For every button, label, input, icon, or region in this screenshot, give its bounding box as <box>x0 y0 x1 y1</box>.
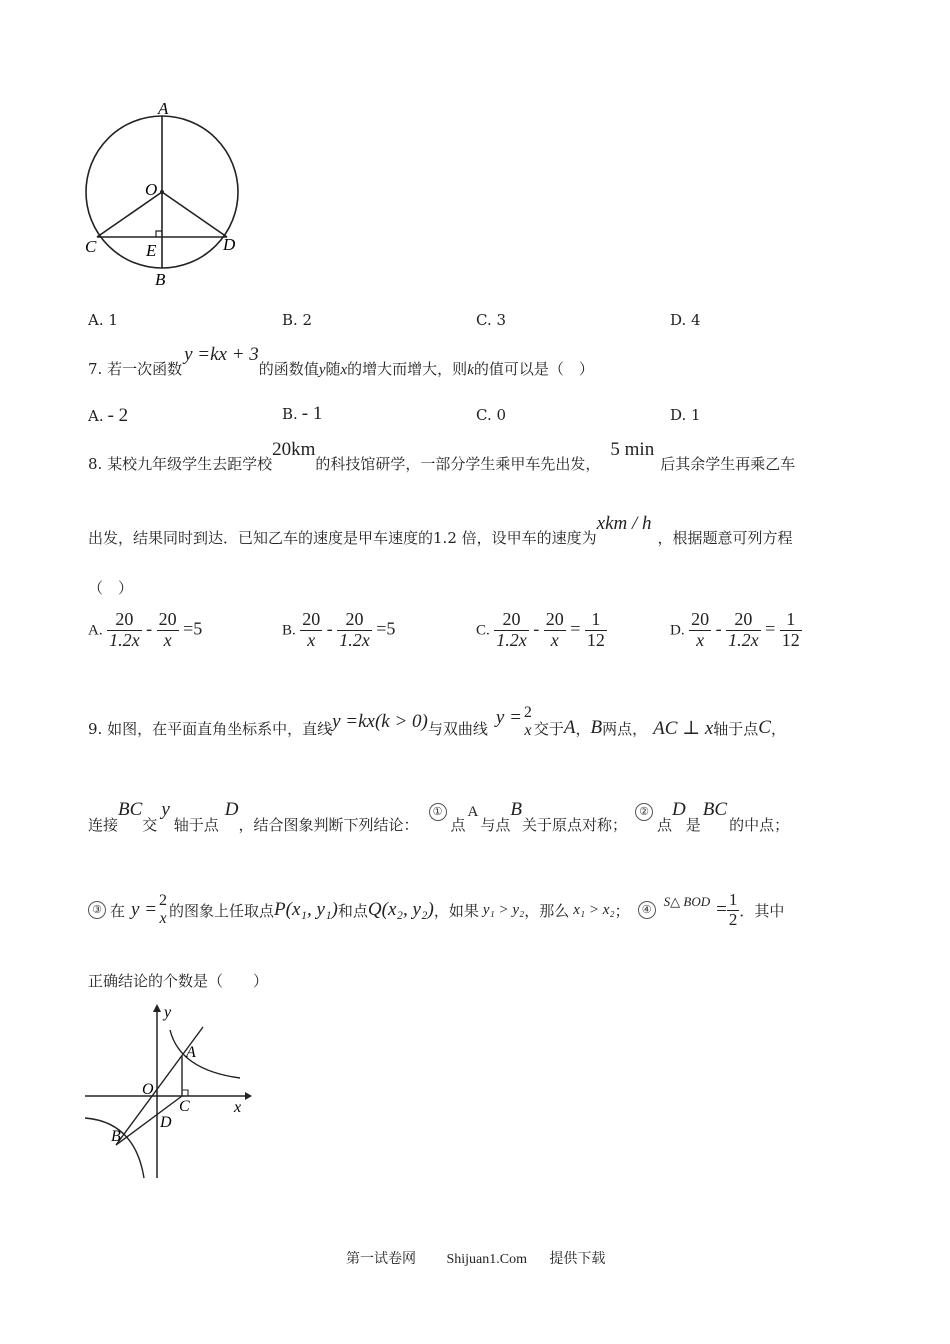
q9-line3: ③ 在 y = 2 x 的图象上任取点 P(x₁, y₁) 和点 Q(x₂, y₂) ，如果 y₁ > y₂ ，那么 x₁ > x₂ ； ④ S△ BOD = $\frac{1}{2}$ ．其中 <box>88 880 784 940</box>
q9-line1: 9. 如图，在平面直角坐标系中，直线 y =kx(k > 0) 与双曲线 y = 2 x 交于 A ， B 两点， AC ⊥ x 轴于点 C ， <box>88 704 786 739</box>
q9-line2: 连接 BC 交 y 轴于点 D ，结合图象判断下列结论： ① 点 A 与点 B 关于原点对称； ② 点 D 是 BC 的中点； <box>88 799 790 834</box>
q6-option-a: A. 1 <box>88 311 118 329</box>
label-A: A <box>158 99 169 118</box>
q7-stem: 7. 若一次函数y =kx + 3的函数值y随x的增大而增大，则k的值可以是（ ） <box>88 344 594 378</box>
label-C: C <box>179 1098 190 1115</box>
label-C: C <box>85 237 97 256</box>
q6-option-b: B. 2 <box>282 311 313 329</box>
q6-option-d: D. 4 <box>670 311 701 329</box>
label-x: x <box>234 1099 242 1116</box>
label-O: O <box>142 1081 154 1098</box>
footer-provide: 提供下载 <box>549 1251 606 1267</box>
label-B: B <box>111 1128 121 1145</box>
footer <box>346 1248 605 1268</box>
coordinate-figure <box>80 1000 260 1185</box>
q7-option-a: A. - 2 <box>88 405 129 426</box>
label-E: E <box>146 241 157 260</box>
label-D: D <box>223 235 236 254</box>
q8-option-a: A. $\frac{20}{1.2x}$ - $\frac{20}{x}$ =5 <box>88 609 203 650</box>
q7-option-c: C. 0 <box>476 406 507 424</box>
footer-site-en: Shijuan1.Com <box>446 1252 527 1267</box>
label-y: y <box>164 1004 172 1021</box>
q7-function: y =kx + 3 <box>184 344 259 365</box>
label-O: O <box>145 180 158 199</box>
q8-option-b: B. $\frac{20}{x}$ - $\frac{20}{1.2x}$ =5 <box>282 609 396 650</box>
q8-paren: （ ） <box>88 579 134 597</box>
label-D: D <box>160 1114 172 1131</box>
q7-option-d: D. 1 <box>670 406 701 424</box>
q8-line2: 出发，结果同时到达．已知乙车的速度是甲车速度的1.2 倍，设甲车的速度为xkm / h，根据题意可列方程 <box>88 513 793 547</box>
q6-option-c: C. 3 <box>476 311 507 329</box>
q9-line4: 正确结论的个数是（ ） <box>88 972 269 990</box>
q7-option-b: B. - 1 <box>282 403 323 424</box>
q8-line1: 8. 某校九年级学生去距学校20km的科技馆研学，一部分学生乘甲车先出发，5 min后其余学生再乘乙车 <box>88 439 796 473</box>
label-B: B <box>155 270 166 289</box>
footer-site-cn: 第一试卷网 <box>346 1251 416 1267</box>
circle-figure <box>80 95 250 295</box>
q8-option-c: C. $\frac{20}{1.2x}$ - $\frac{20}{x}$ = $\frac{1}{12}$ <box>476 609 605 650</box>
q8-option-d: D. $\frac{20}{x}$ - $\frac{20}{1.2x}$ = $\frac{1}{12}$ <box>670 609 800 650</box>
label-A: A <box>186 1044 196 1061</box>
